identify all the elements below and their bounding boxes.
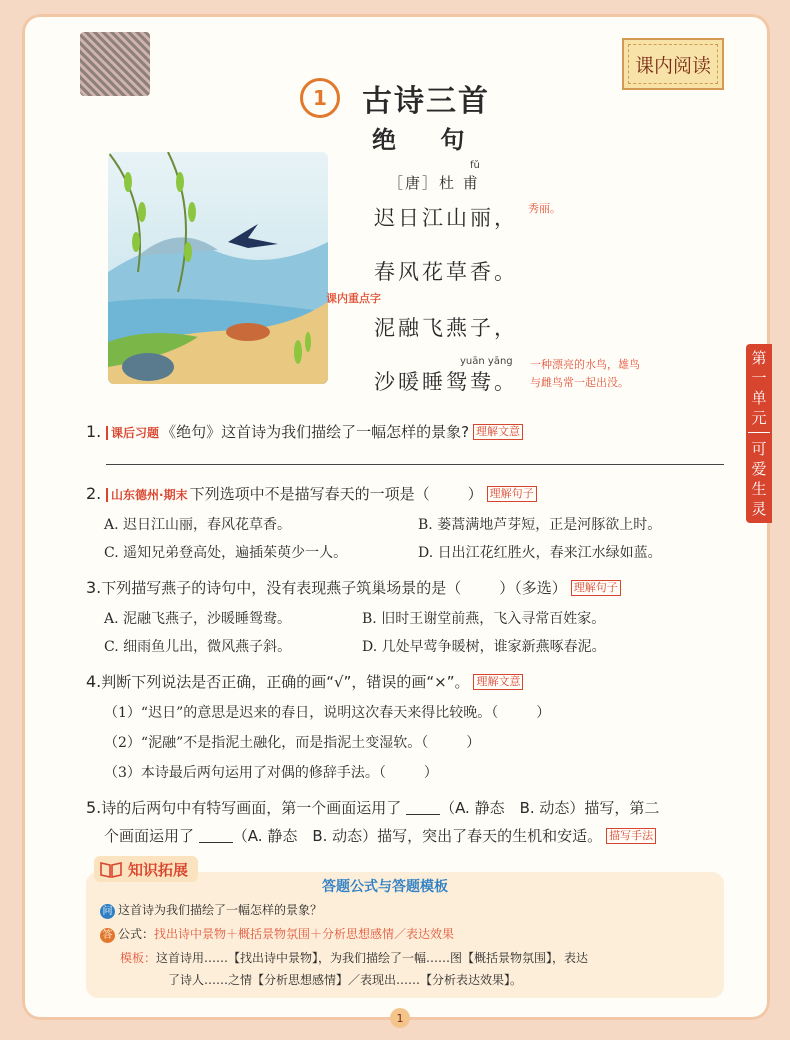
judge-item-2: （2）“泥融”不是指泥土融化，而是指泥土变湿软。（ ） [104,735,481,751]
skill-badge: 理解句子 [487,486,537,502]
option-b: B. 旧时王谢堂前燕，飞入寻常百姓家。 [362,611,606,627]
section-tag: 课内阅读 [622,38,724,90]
option-c: C. 细雨鱼儿出，微风燕子斜。 [104,639,292,655]
option-d: D. 几处早莺争暖树，谁家新燕啄春泥。 [362,639,606,655]
yuanyang-pinyin: yuān yāng [460,356,513,367]
skill-badge: 理解文意 [473,424,523,440]
note-yuanyang: 一种漂亮的水鸟，雄鸟 与雌鸟常一起出没。 [530,358,640,389]
lesson-title: 古诗三首 [362,84,490,119]
knowledge-template: 模板：这首诗用……【找出诗中景物】，为我们描绘了一幅……图【概括景物氛围】，表达 [120,951,589,965]
poem-illustration [108,152,328,384]
poem-title: 绝 句 [372,126,483,154]
book-icon [100,860,122,878]
answer-line[interactable] [106,464,724,465]
skill-badge: 描写手法 [606,828,656,844]
poem-line-3: 泥融飞燕子， [374,316,518,340]
poem-line-4: 沙暖睡鸳鸯。 [374,370,518,394]
author-pinyin: fǔ [470,160,480,171]
poem-line-2: 春风花草香。 [374,260,518,284]
question-5: 5.诗的后两句中有特写画面，第一个画面运用了 （A. 静态 B. 动态）描写，第二 [86,798,660,817]
skill-badge: 理解句子 [571,580,621,596]
key-chars-note: 课内重点字 [326,292,381,305]
question-3: 3.下列描写燕子的诗句中，没有表现燕子筑巢场景的是（ ）（多选） 理解句子 [86,578,621,598]
question-source: 山东德州·期末 [106,488,188,502]
question-4: 4.判断下列说法是否正确，正确的画“√”，错误的画“×”。 理解文意 [86,672,523,692]
answer-blank[interactable] [406,800,440,815]
answer-icon: 答 [100,928,115,943]
option-b: B. 蒌蒿满地芦芽短，正是河豚欲上时。 [418,517,662,533]
note-li: 秀丽。 [528,202,561,215]
stamp-image [80,32,150,96]
option-a: A. 泥融飞燕子，沙暖睡鸳鸯。 [104,611,292,627]
unit-sidebar: 第 一 单 元 可 爱 生 灵 [746,344,772,523]
option-d: D. 日出江花红胜火，春来江水绿如蓝。 [418,545,662,561]
question-1: 1. 课后习题 《绝句》这首诗为我们描绘了一幅怎样的景象? 理解文意 [86,422,523,443]
lesson-number: 1 [300,78,340,118]
question-5-cont: 个画面运用了 （A. 静态 B. 动态）描写，突出了春天的生机和安适。 描写手法 [104,826,656,846]
skill-badge: 理解文意 [473,674,523,690]
poem-author: ［唐］杜 甫 [388,174,480,192]
option-a: A. 迟日江山丽，春风花草香。 [104,517,292,533]
poem-line-1: 迟日江山丽， [374,206,518,230]
page-number: 1 [390,1008,410,1028]
knowledge-title: 答题公式与答题模板 [322,879,448,895]
lesson-header [300,76,490,120]
option-c: C. 遥知兄弟登高处，遍插茱萸少一人。 [104,545,348,561]
knowledge-template-2: 了诗人……之情【分析思想感情】／表现出……【分析表达效果】。 [168,973,523,987]
judge-item-1: （1）“迟日”的意思是迟来的春日，说明这次春天来得比较晚。（ ） [104,705,551,721]
question-icon: 问 [100,904,115,919]
knowledge-question: 问 这首诗为我们描绘了一幅怎样的景象？ [100,902,322,919]
judge-item-3: （3）本诗最后两句运用了对偶的修辞手法。（ ） [104,765,438,781]
knowledge-tag: 知识拓展 [94,856,198,882]
question-source: 课后习题 [106,426,159,440]
knowledge-formula: 答 公式：找出诗中景物＋概括景物氛围＋分析思想感情／表达效果 [100,926,454,943]
answer-blank[interactable] [199,828,233,843]
question-2: 2. 山东德州·期末 下列选项中不是描写春天的一项是（ ） 理解句子 [86,484,537,505]
